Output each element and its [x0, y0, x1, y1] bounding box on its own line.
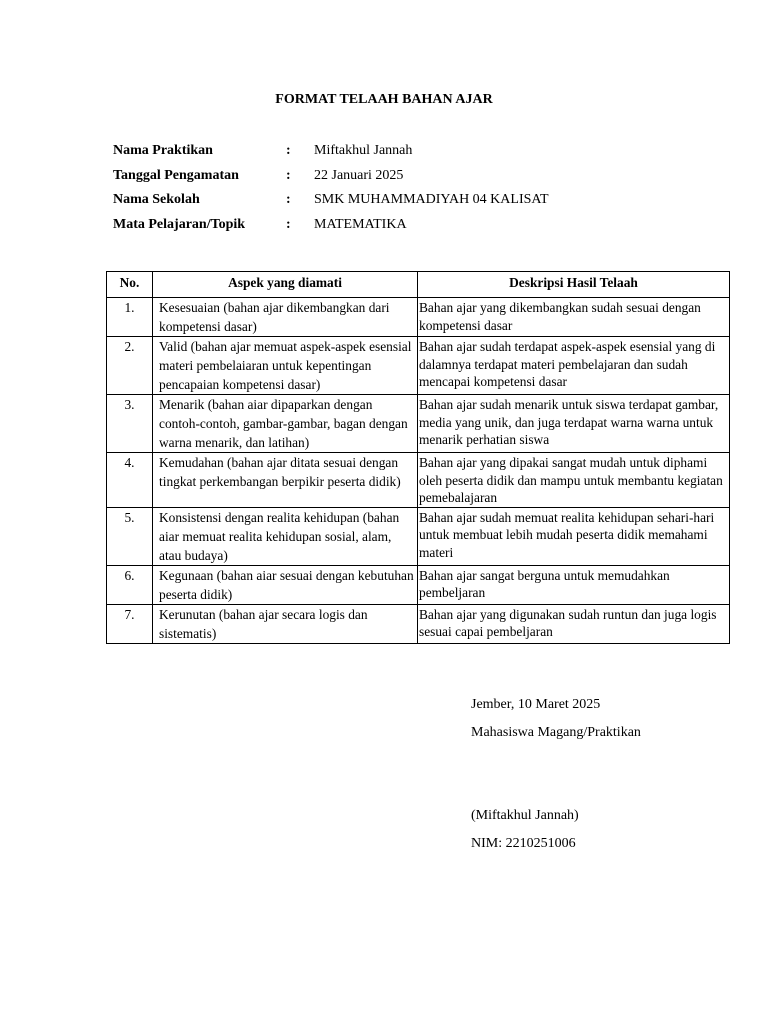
row-number: 7. [107, 604, 153, 643]
row-number: 5. [107, 507, 153, 565]
row-description: Bahan ajar sudah terdapat aspek-aspek esensial yang di dalamnya terdapat materi pembelajaran dan sudah mencapai kompetensi dasar [418, 337, 730, 395]
signature-nim: NIM: 2210251006 [471, 836, 576, 851]
table-row [107, 453, 730, 508]
info-value: MATEMATIKA [314, 216, 407, 232]
table-row [107, 507, 730, 565]
info-colon: : [286, 167, 291, 183]
header-no: No. [107, 272, 153, 298]
document-title: FORMAT TELAAH BAHAN AJAR [275, 92, 493, 107]
row-aspect: Konsistensi dengan realita kehidupan (bahan aiar memuat realita kehidupan sosial, alam, atau budaya) [153, 507, 418, 565]
signature-place-date: Jember, 10 Maret 2025 [471, 697, 601, 712]
info-label: Mata Pelajaran/Topik [113, 216, 246, 232]
row-aspect: Valid (bahan ajar memuat aspek-aspek esensial materi pembelaiaran untuk kepentingan pencapaian kompetensi dasar) [153, 337, 418, 395]
table-row [107, 337, 730, 395]
table-row [107, 604, 730, 643]
row-number: 1. [107, 298, 153, 337]
header-description: Deskripsi Hasil Telaah [418, 272, 730, 298]
row-description: Bahan ajar sudah memuat realita kehidupan sehari-hari untuk membuat lebih mudah peserta didik memahami materi [418, 507, 730, 565]
row-aspect: Menarik (bahan aiar dipaparkan dengan contoh-contoh, gambar-gambar, bagan dengan warna menarik, dan latihan) [153, 395, 418, 453]
info-colon: : [286, 143, 291, 158]
table-header-row [107, 272, 730, 298]
info-value: 22 Januari 2025 [314, 167, 404, 183]
signature-role: Mahasiswa Magang/Praktikan [471, 725, 641, 740]
info-label: Nama Sekolah [113, 192, 200, 207]
row-aspect: Kesesuaian (bahan ajar dikembangkan dari kompetensi dasar) [153, 298, 418, 337]
row-description: Bahan ajar sangat berguna untuk memudahkan pembeljaran [418, 565, 730, 604]
row-description: Bahan ajar yang dipakai sangat mudah untuk diphami oleh peserta didik dan mampu untuk membantu kegiatan pemebalajaran [418, 453, 730, 508]
info-value: SMK MUHAMMADIYAH 04 KALISAT [314, 192, 549, 207]
row-number: 6. [107, 565, 153, 604]
row-description: Bahan ajar sudah menarik untuk siswa terdapat gambar, media yang unik, dan juga terdapat warna warna untuk menarik perhatian siswa [418, 395, 730, 453]
row-description: Bahan ajar yang digunakan sudah runtun dan juga logis sesuai capai pembeljaran [418, 604, 730, 643]
table-row [107, 565, 730, 604]
info-colon: : [286, 192, 291, 207]
info-label: Tanggal Pengamatan [113, 167, 239, 183]
row-aspect: Kerunutan (bahan ajar secara logis dan sistematis) [153, 604, 418, 643]
row-aspect: Kemudahan (bahan ajar ditata sesuai dengan tingkat perkembangan berpikir peserta didik) [153, 453, 418, 508]
row-aspect: Kegunaan (bahan aiar sesuai dengan kebutuhan peserta didik) [153, 565, 418, 604]
row-number: 3. [107, 395, 153, 453]
row-number: 2. [107, 337, 153, 395]
table-row [107, 395, 730, 453]
info-colon: : [286, 216, 291, 232]
info-label: Nama Praktikan [113, 143, 213, 158]
signature-name: (Miftakhul Jannah) [471, 808, 579, 823]
table-row [107, 298, 730, 337]
info-value: Miftakhul Jannah [314, 143, 413, 158]
row-number: 4. [107, 453, 153, 508]
row-description: Bahan ajar yang dikembangkan sudah sesuai dengan kompetensi dasar [418, 298, 730, 337]
review-table [106, 271, 730, 644]
header-aspect: Aspek yang diamati [153, 272, 418, 298]
